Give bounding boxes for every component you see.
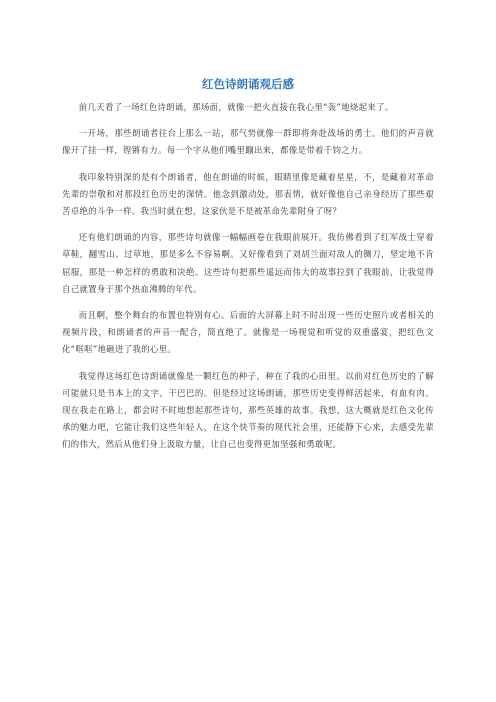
- document-title: 红色诗朗诵观后感: [202, 77, 294, 91]
- paragraph-2: 一开场，那些朗诵者往台上那么一站，那气势就像一群即将奔赴战场的勇士。他们的声音就像开了挂一样，铿锵有力。每一个字从他们嘴里蹦出来，都像是带着千钧之力。: [62, 128, 434, 156]
- paragraph-5: 而且啊，整个舞台的布置也特别有心。后面的大屏幕上时不时出现一些历史照片或者相关的视频片段，和朗诵者的声音一配合，简直绝了。就像是一场视觉和听觉的双重盛宴，把红色文化“哐哐”地砸进了我的心里。: [62, 310, 434, 355]
- paragraph-4: 还有他们朗诵的内容，那些诗句就像一幅幅画卷在我眼前展开。我仿佛看到了红军战士穿着草鞋，翻雪山、过草地，那是多么不容易啊。又好像看到了刘胡兰面对敌人的铡刀，坚定地不肯屈服，那是一种怎样的勇敢和决绝。这些诗句把那些遥远而伟大的故事拉到了我眼前，让我觉得自己就置身于那个热血沸腾的年代。: [62, 232, 434, 294]
- paragraph-3: 我印象特别深的是有个朗诵者，他在朗诵的时候，眼睛里像是藏着星星，不，是藏着对革命先辈的崇敬和对那段红色历史的深情。他念到激动处，那表情，就好像他自己亲身经历了那些艰苦卓绝的斗争一样。我当时就在想，这家伙是不是被革命先辈附身了呀？: [62, 171, 434, 217]
- paragraph-6: 我觉得这场红色诗朗诵就像是一颗红色的种子，种在了我的心田里。以前对红色历史的了解可能就只是书本上的文字，干巴巴的。但是经过这场朗诵，那些历史变得鲜活起来，有血有肉。现在我走在路上，都会时不时地想起那些诗句，那些英雄的故事。我想，这大概就是红色文化传承的魅力吧，它能让我们这些年轻人，在这个快节奏的现代社会里，还能静下心来，去感受先辈们的伟大，然后从他们身上汲取力量，让自己也变得更加坚强和勇敢呢。: [62, 370, 434, 450]
- document-page: [62, 76, 434, 463]
- paragraph-1: 前几天看了一场红色诗朗诵，那场面，就像一把火直接在我心里“轰”地烧起来了。: [78, 102, 394, 112]
